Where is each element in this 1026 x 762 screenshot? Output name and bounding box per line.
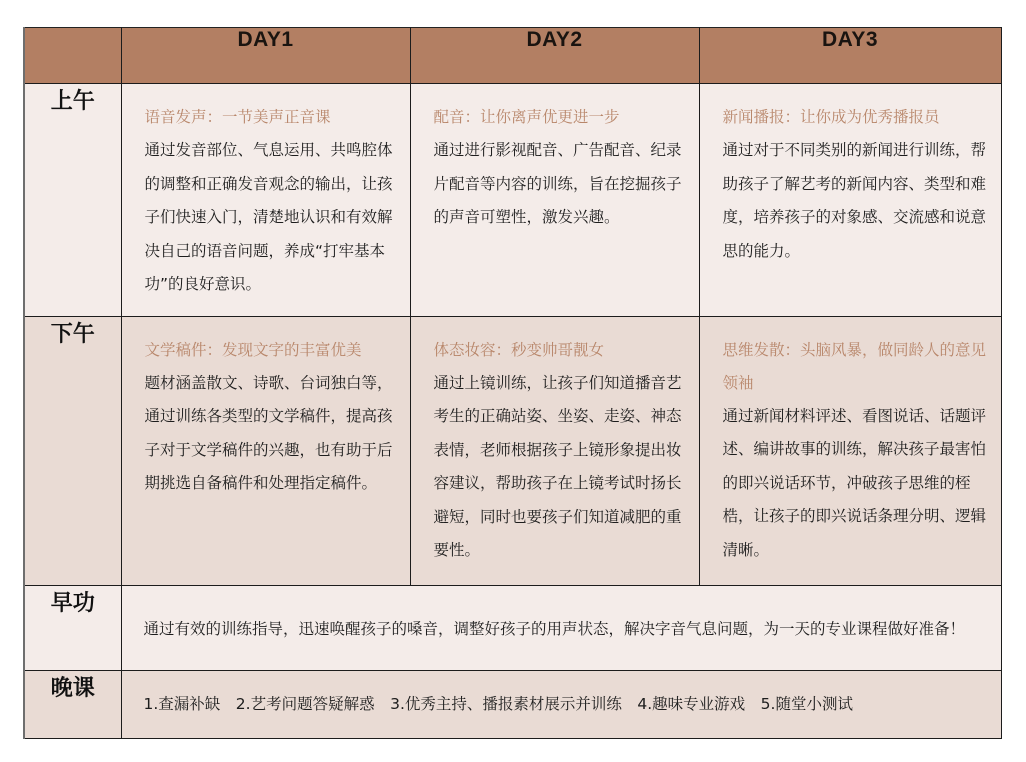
cell-title: 体态妆容：秒变帅哥靓女 bbox=[433, 340, 605, 359]
row-label-afternoon: 下午 bbox=[24, 316, 121, 585]
row-label-evening: 晚课 bbox=[24, 670, 121, 738]
row-label-early: 早功 bbox=[24, 585, 121, 670]
cell-title: 语音发声：一节美声正音课 bbox=[144, 108, 331, 126]
cell-body: 通过上镜训练，让孩子们知道播音艺考生的正确站姿、坐姿、走姿、神态表情，老师根据孩子上镜形象提出妆容建议，帮助孩子在上镜考试时扬长避短，同时也要孩子们知道减肥的重要性。 bbox=[433, 373, 682, 559]
cell-title: 文学稿件：发现文字的丰富优美 bbox=[144, 340, 362, 359]
afternoon-day2-cell bbox=[410, 316, 699, 585]
cell-body: 通过进行影视配音、广告配音、纪录片配音等内容的训练，旨在挖掘孩子的声音可塑性，激发兴趣。 bbox=[433, 141, 682, 226]
afternoon-row bbox=[24, 316, 1001, 585]
early-practice-text: 通过有效的训练指导，迅速唤醒孩子的嗓音，调整好孩子的用声状态，解决字音气息问题，为一天的专业课程做好准备！ bbox=[143, 619, 966, 638]
cell-title: 新闻播报：让你成为优秀播报员 bbox=[722, 108, 940, 126]
row-label-morning: 上午 bbox=[24, 84, 121, 317]
header-row bbox=[24, 28, 1001, 84]
morning-row bbox=[24, 84, 1001, 317]
header-day3: DAY3 bbox=[699, 28, 1001, 84]
evening-class-cell bbox=[121, 670, 1001, 738]
cell-body: 通过对于不同类别的新闻进行训练，帮助孩子了解艺考的新闻内容、类型和难度，培养孩子的对象感、交流感和说意思的能力。 bbox=[722, 141, 987, 260]
morning-day3-cell bbox=[699, 84, 1001, 317]
morning-day2-cell bbox=[410, 84, 699, 317]
cell-title: 配音：让你离声优更进一步 bbox=[433, 108, 620, 126]
morning-day1-cell bbox=[121, 84, 410, 317]
evening-row bbox=[24, 670, 1001, 738]
cell-body: 通过发音部位、气息运用、共鸣腔体的调整和正确发音观念的输出，让孩子们快速入门，清楚地认识和有效解决自己的语音问题，养成“打牢基本功”的良好意识。 bbox=[144, 141, 393, 293]
early-practice-cell bbox=[121, 585, 1001, 670]
afternoon-day1-cell bbox=[121, 316, 410, 585]
evening-class-text: 1.查漏补缺 2.艺考问题答疑解惑 3.优秀主持、播报素材展示并训练 4.趣味专业游戏 5.随堂小测试 bbox=[143, 695, 853, 713]
header-day2: DAY2 bbox=[410, 28, 699, 84]
early-practice-row bbox=[24, 585, 1001, 670]
cell-body: 题材涵盖散文、诗歌、台词独白等，通过训练各类型的文学稿件，提高孩子对于文学稿件的兴趣，也有助于后期挑选自备稿件和处理指定稿件。 bbox=[144, 373, 393, 492]
afternoon-day3-cell bbox=[699, 316, 1001, 585]
header-day1: DAY1 bbox=[121, 28, 410, 84]
header-corner bbox=[24, 28, 121, 84]
cell-title: 思维发散：头脑风暴，做同龄人的意见领袖 bbox=[722, 340, 987, 392]
course-schedule-table bbox=[23, 27, 1002, 739]
cell-body: 通过新闻材料评述、看图说话、话题评述、编讲故事的训练，解决孩子最害怕的即兴说话环节，冲破孩子思维的桎梏，让孩子的即兴说话条理分明、逻辑清晰。 bbox=[722, 406, 987, 559]
